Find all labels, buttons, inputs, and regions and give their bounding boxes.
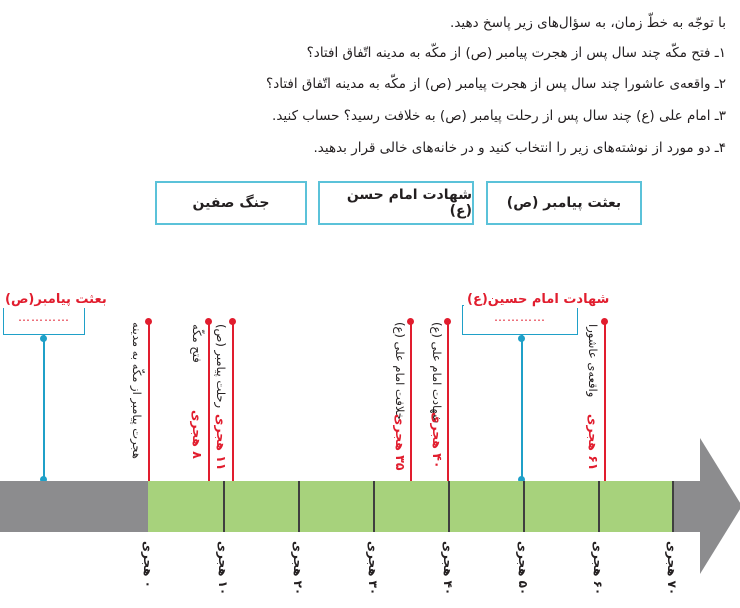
event-line-ali-martyrdom (447, 322, 449, 481)
timeline-bar-green (148, 481, 672, 532)
timeline-bar-gray-end (672, 481, 702, 532)
choice-box-prophet-mission[interactable]: بعثت پیامبر (ص) (486, 181, 642, 225)
answer-dots-right: ………… (494, 310, 546, 324)
event-dot-ali-martyrdom (444, 318, 451, 325)
event-label-mecca-conquest: فتح مکّه (190, 324, 204, 363)
event-label-prophet-death: رحلت پیامبر (ص) (214, 324, 228, 409)
tick-label-70: ۷۰ هجری (665, 541, 679, 596)
tick-label-40: ۴۰ هجری (441, 541, 455, 596)
question-2: ۲ـ واقعه‌ی عاشورا چند سال پس از هجرت پیامبر (ص) از مکّه به مدینه اتّفاق افتاد؟ (266, 76, 726, 92)
event-year-ashura: ۶۱ هجری (586, 414, 601, 471)
choice-box-imam-hasan-martyrdom[interactable]: شهادت امام حسن (ع) (318, 181, 474, 225)
event-dot-mecca-conquest (205, 318, 212, 325)
answer-box-right[interactable] (462, 305, 578, 335)
segment-divider-40 (448, 481, 450, 532)
segment-divider-10 (223, 481, 225, 532)
question-4: ۴ـ دو مورد از نوشته‌های زیر را انتخاب کنید و در خانه‌های خالی قرار بدهید. (313, 140, 726, 156)
answer-box-left-title: بعثت پیامبر(ص) (2, 292, 110, 308)
event-line-mecca-conquest (208, 322, 210, 481)
timeline-arrow-icon (700, 438, 740, 574)
choice-box-siffin-battle[interactable]: جنگ صفین (155, 181, 307, 225)
question-3: ۳ـ امام علی (ع) چند سال پس از رحلت پیامبر (ص) به خلافت رسید؟ حساب کنید. (272, 108, 726, 124)
tick-label-60: ۶۰ هجری (591, 541, 605, 596)
connector-dot-left (40, 335, 47, 342)
tick-label-30: ۳۰ هجری (366, 541, 380, 596)
tick-label-50: ۵۰ هجری (516, 541, 530, 596)
event-label-hijra: هجرت پیامبر از مکّه به مدینه (130, 322, 144, 459)
timeline-bar-gray (0, 481, 148, 532)
tick-label-10: ۱۰ هجری (216, 541, 230, 596)
connector-line-left (43, 335, 45, 481)
segment-divider-20 (298, 481, 300, 532)
event-label-ashura: واقعه‌ی عاشورا (586, 324, 600, 398)
event-line-ashura (604, 322, 606, 481)
event-year-ali-martyrdom: ۴۰ هجری (430, 412, 445, 469)
event-line-prophet-death (232, 322, 234, 481)
event-dot-ali-caliphate (407, 318, 414, 325)
event-dot-hijra (145, 318, 152, 325)
event-year-ali-caliphate: ۳۵ هجری (393, 414, 408, 471)
answer-box-right-title: شهادت امام حسین(ع) (464, 292, 612, 308)
event-year-prophet-death: ۱۱ هجری (214, 414, 229, 471)
connector-dot-right (518, 335, 525, 342)
segment-divider-50 (523, 481, 525, 532)
event-line-ali-caliphate (410, 322, 412, 481)
tick-label-0: ۰ هجری (141, 541, 155, 588)
questions-intro: با توجّه به خطّ زمان، به سؤال‌های زیر پاسخ دهید. (450, 15, 726, 31)
event-label-ali-caliphate: خلافت امام علی (ع) (393, 322, 407, 420)
segment-divider-30 (373, 481, 375, 532)
connector-line-right (521, 335, 523, 481)
event-label-ali-martyrdom: شهادت امام علی (ع) (430, 322, 444, 424)
event-line-hijra (148, 322, 150, 481)
answer-dots-left: ………… (18, 310, 70, 324)
segment-divider-60 (598, 481, 600, 532)
question-1: ۱ـ فتح مکّه چند سال پس از هجرت پیامبر (ص) از مکّه به مدینه اتّفاق افتاد؟ (306, 45, 726, 61)
event-dot-prophet-death (229, 318, 236, 325)
segment-divider-70 (672, 481, 674, 532)
answer-box-left[interactable] (3, 305, 85, 335)
tick-label-20: ۲۰ هجری (291, 541, 305, 596)
event-year-mecca-conquest: ۸ هجری (190, 410, 205, 459)
event-dot-ashura (601, 318, 608, 325)
